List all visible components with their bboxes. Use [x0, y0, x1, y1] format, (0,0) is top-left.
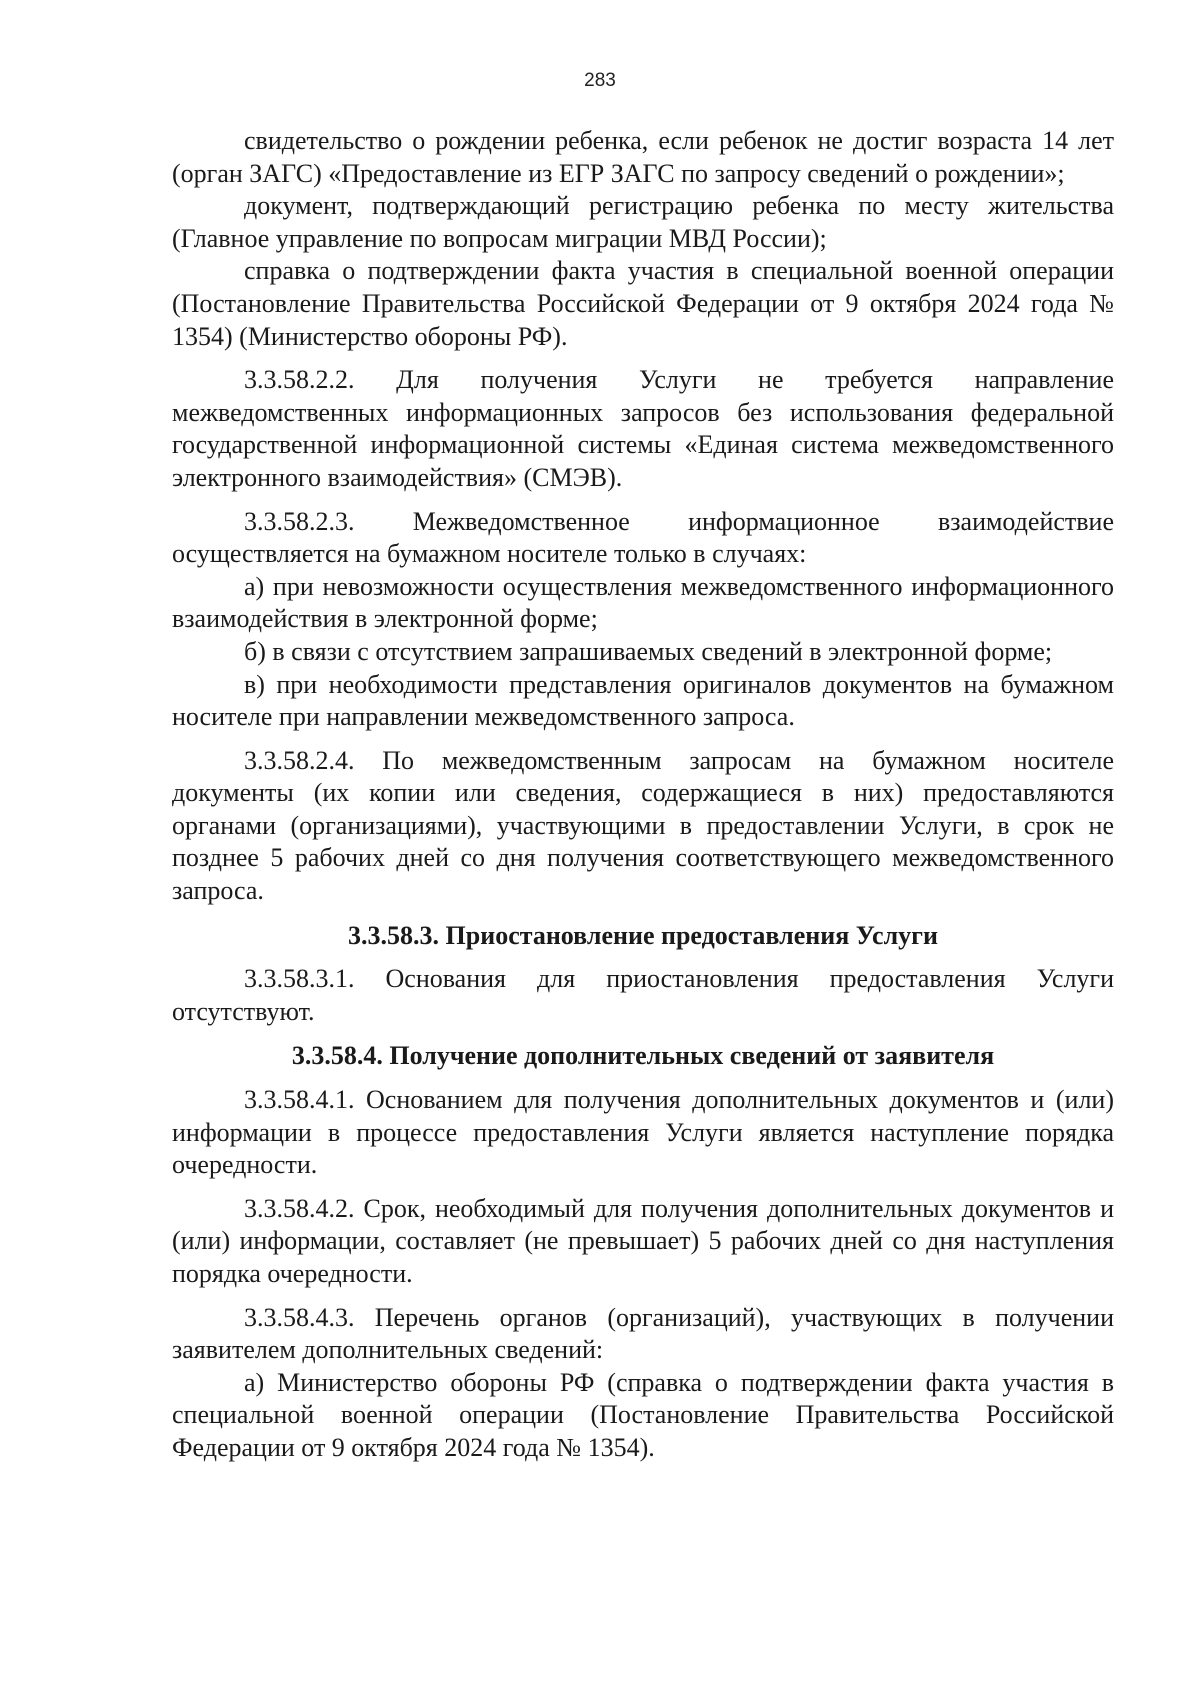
paragraph-3-3-58-2-3: 3.3.58.2.3. Межведомственное информационное взаимодействие осуществляется на бумажном носителе только в случаях:: [172, 506, 1114, 569]
paragraph-3-3-58-2-2: 3.3.58.2.2. Для получения Услуги не требуется направление межведомственных информационных запросов без использования федеральной государственной информационной системы «Единая система межведомственного электронного взаимодействия» (СМЭВ).: [172, 365, 1114, 492]
section-heading-additional-info: 3.3.58.4. Получение дополнительных сведений от заявителя: [291, 1041, 995, 1071]
paragraph-3-3-58-3-1: 3.3.58.3.1. Основания для приостановления предоставления Услуги отсутствуют.: [172, 964, 1114, 1026]
paragraph-svo-certificate: справка о подтверждении факта участия в специальной военной операции (Постановление Правительства Российской Федерации от 9 октября 2024 года № 1354) (Министерство обороны РФ).: [172, 256, 1114, 351]
paragraph-3-3-58-4-3: 3.3.58.4.3. Перечень органов (организаций), участвующих в получении заявителем дополнительных сведений:: [172, 1302, 1114, 1365]
paragraph-birth-certificate: свидетельство о рождении ребенка, если ребенок не достиг возраста 14 лет (орган ЗАГС) «Предоставление из ЕГР ЗАГС по запросу сведений о рождении»;: [172, 126, 1114, 188]
list-item-b: б) в связи с отсутствием запрашиваемых сведений в электронной форме;: [244, 636, 1053, 666]
section-heading-suspension: 3.3.58.3. Приостановление предоставления Услуги: [348, 920, 938, 950]
paragraph-3-3-58-4-2: 3.3.58.4.2. Срок, необходимый для получения дополнительных документов и (или) информации, составляет (не превышает) 5 рабочих дней со дня наступления порядка очередности.: [172, 1193, 1114, 1288]
document-body: [172, 125, 1114, 1465]
list-item-a: а) при невозможности осуществления межведомственного информационного взаимодействия в электронной форме;: [172, 571, 1114, 634]
list-item-ministry-of-defense: а) Министерство обороны РФ (справка о подтверждении факта участия в специальной военной операции (Постановление Правительства Российской Федерации от 9 октября 2024 года № 1354).: [172, 1367, 1114, 1462]
paragraph-3-3-58-4-1: 3.3.58.4.1. Основанием для получения дополнительных документов и (или) информации в процессе предоставления Услуги является наступление порядка очередности.: [172, 1085, 1114, 1180]
page-number: 283: [584, 70, 616, 91]
list-item-c: в) при необходимости представления оригиналов документов на бумажном носителе при направлении межведомственного запроса.: [172, 669, 1114, 732]
paragraph-residence-registration: документ, подтверждающий регистрацию ребенка по месту жительства (Главное управление по вопросам миграции МВД России);: [172, 191, 1114, 253]
paragraph-3-3-58-2-4: 3.3.58.2.4. По межведомственным запросам на бумажном носителе документы (их копии или сведения, содержащиеся в них) предоставляются органами (организациями), участвующими в предоставлении Услуги, в срок не позднее 5 рабочих дней со дня получения соответствующего межведомственного запроса.: [172, 745, 1114, 906]
